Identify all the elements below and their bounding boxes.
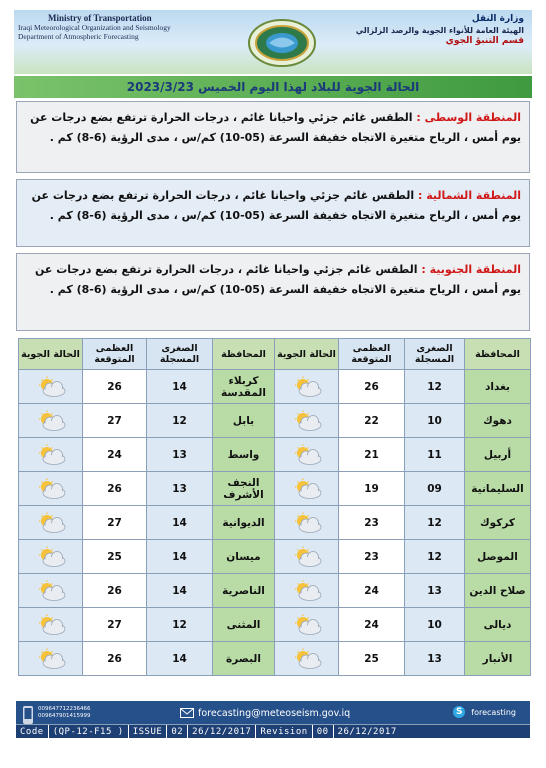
high-temp-cell: 24 (83, 438, 147, 472)
governorate-cell: السليمانية (465, 472, 531, 506)
low-temp-cell: 14 (147, 642, 213, 676)
high-temp-cell: 21 (339, 438, 405, 472)
skype-name[interactable]: forecasting (471, 708, 516, 717)
governorate-cell: واسط (213, 438, 275, 472)
region-forecast: الطقس غائم جزئي واحيانا غائم ، درجات الحرارة ترتفع بضع درجات عن يوم أمس ، الرياح متغيرة الاتجاه خفيفة السرعة (05-10) كم/س ، مدى الرؤية (6-8) كم . (30, 111, 521, 144)
high-temp-cell: 25 (83, 540, 147, 574)
phone-number[interactable]: 009647712236466 (38, 706, 91, 712)
governorate-cell: الأنبار (465, 642, 531, 676)
high-temp-cell: 27 (83, 404, 147, 438)
header-high: العظمى المتوقعة (83, 339, 147, 370)
low-temp-cell: 14 (147, 370, 213, 404)
low-temp-cell: 13 (405, 642, 465, 676)
condition-cell (275, 540, 339, 574)
table-row (19, 370, 531, 404)
organization-name-en: Iraqi Meteorological Organization and Seismology (18, 23, 171, 32)
high-temp-cell: 19 (339, 472, 405, 506)
condition-cell (275, 404, 339, 438)
partly-cloudy-icon (275, 614, 338, 636)
high-temp-cell: 26 (339, 370, 405, 404)
header-low: الصغرى المسجلة (147, 339, 213, 370)
condition-cell (19, 574, 83, 608)
header-governorate: المحافظة (213, 339, 275, 370)
partly-cloudy-icon (275, 512, 338, 534)
governorate-cell: الناصرية (213, 574, 275, 608)
partly-cloudy-icon (275, 546, 338, 568)
high-temp-cell: 26 (83, 370, 147, 404)
header-arabic (324, 14, 524, 47)
high-temp-cell: 25 (339, 642, 405, 676)
region-name: المنطقة الشمالية : (417, 189, 521, 202)
low-temp-cell: 12 (147, 404, 213, 438)
low-temp-cell: 12 (147, 608, 213, 642)
revision-date: 26/12/2017 (337, 726, 397, 737)
partly-cloudy-icon (19, 614, 82, 636)
region-central (16, 101, 530, 173)
region-name: المنطقة الجنوبية : (421, 263, 521, 276)
governorate-cell: بابل (213, 404, 275, 438)
condition-cell (275, 608, 339, 642)
condition-cell (19, 608, 83, 642)
department-name-ar: قسم التنبؤ الجوي (445, 36, 524, 46)
ministry-name-en: Ministry of Transportation (48, 13, 152, 23)
low-temp-cell: 10 (405, 608, 465, 642)
issue-label: ISSUE (132, 726, 163, 737)
low-temp-cell: 14 (147, 506, 213, 540)
email-contact (198, 708, 350, 719)
partly-cloudy-icon (275, 580, 338, 602)
low-temp-cell: 13 (147, 472, 213, 506)
condition-cell (19, 472, 83, 506)
condition-cell (19, 370, 83, 404)
condition-cell (275, 370, 339, 404)
organization-name-ar: الهيئة العامة للأنواء الجوية والرصد الزلزالي (355, 26, 524, 35)
partly-cloudy-icon (19, 546, 82, 568)
high-temp-cell: 24 (339, 574, 405, 608)
revision-number: 00 (316, 726, 329, 737)
governorate-cell: البصرة (213, 642, 275, 676)
revision-label: Revision (260, 726, 308, 737)
governorate-cell: بغداد (465, 370, 531, 404)
region-name: المنطقة الوسطى : (416, 111, 521, 124)
table-row (19, 506, 531, 540)
low-temp-cell: 12 (405, 540, 465, 574)
partly-cloudy-icon (275, 648, 338, 670)
partly-cloudy-icon (19, 512, 82, 534)
table-row (19, 642, 531, 676)
header-governorate: المحافظة (465, 339, 531, 370)
high-temp-cell: 26 (83, 642, 147, 676)
region-south (16, 253, 530, 331)
condition-cell (19, 506, 83, 540)
region-forecast: الطقس غائم جزئي واحيانا غائم ، درجات الحرارة ترتفع بضع درجات عن يوم أمس ، الرياح متغيرة الاتجاه خفيفة السرعة (05-10) كم/س ، مدى الرؤية (6-8) كم . (31, 189, 521, 222)
region-north (16, 179, 530, 247)
skype-icon: S (453, 706, 465, 718)
code-value: (QP-12-F15 ) (52, 726, 124, 737)
high-temp-cell: 23 (339, 506, 405, 540)
high-temp-cell: 27 (83, 506, 147, 540)
governorate-cell: أربيل (465, 438, 531, 472)
governorate-cell: صلاح الدين (465, 574, 531, 608)
condition-cell (275, 574, 339, 608)
department-name-en: Department of Atmospheric Forecasting (18, 32, 139, 41)
governorate-cell: دهوك (465, 404, 531, 438)
header-english (18, 14, 208, 41)
partly-cloudy-icon (19, 580, 82, 602)
governorate-cell: الديوانية (213, 506, 275, 540)
high-temp-cell: 22 (339, 404, 405, 438)
phone-number[interactable]: 009647901415999 (38, 713, 91, 719)
governorate-cell: الموصل (465, 540, 531, 574)
organization-logo (247, 18, 317, 68)
high-temp-cell: 26 (83, 472, 147, 506)
high-temp-cell: 24 (339, 608, 405, 642)
condition-cell (19, 404, 83, 438)
partly-cloudy-icon (275, 478, 338, 500)
issue-number: 02 (171, 726, 184, 737)
phone-icon (22, 705, 34, 725)
region-forecast: الطقس غائم جزئي واحيانا غائم ، درجات الحرارة ترتفع بضع درجات عن يوم أمس ، الرياح متغيرة الاتجاه خفيفة السرعة (05-10) كم/س ، مدى الرؤية (6-8) كم . (35, 263, 521, 296)
condition-cell (19, 540, 83, 574)
low-temp-cell: 13 (147, 438, 213, 472)
phone-numbers (38, 706, 91, 720)
condition-cell (19, 438, 83, 472)
skype-contact (456, 707, 516, 717)
governorate-cell: كربلاء المقدسة (213, 370, 275, 404)
low-temp-cell: 10 (405, 404, 465, 438)
high-temp-cell: 26 (83, 574, 147, 608)
partly-cloudy-icon (19, 410, 82, 432)
governorate-cell: المثنى (213, 608, 275, 642)
high-temp-cell: 27 (83, 608, 147, 642)
condition-cell (275, 438, 339, 472)
low-temp-cell: 13 (405, 574, 465, 608)
governorate-cell: كركوك (465, 506, 531, 540)
header-condition: الحالة الجوية (275, 339, 339, 370)
condition-cell (275, 472, 339, 506)
header-high: العظمى المتوقعة (339, 339, 405, 370)
governorate-cell: النجف الأشرف (213, 472, 275, 506)
low-temp-cell: 11 (405, 438, 465, 472)
ministry-name-ar: وزارة النقل (471, 14, 524, 24)
partly-cloudy-icon (275, 444, 338, 466)
partly-cloudy-icon (19, 376, 82, 398)
low-temp-cell: 14 (147, 574, 213, 608)
high-temp-cell: 23 (339, 540, 405, 574)
partly-cloudy-icon (19, 648, 82, 670)
partly-cloudy-icon (19, 478, 82, 500)
table-row (19, 472, 531, 506)
header-banner (14, 10, 532, 74)
low-temp-cell: 12 (405, 506, 465, 540)
partly-cloudy-icon (275, 410, 338, 432)
condition-cell (275, 642, 339, 676)
code-label: Code (20, 726, 44, 737)
envelope-icon (180, 708, 194, 718)
document-code-bar (16, 724, 530, 738)
table-row (19, 608, 531, 642)
header-condition: الحالة الجوية (19, 339, 83, 370)
table-row (19, 574, 531, 608)
header-low: الصغرى المسجلة (405, 339, 465, 370)
report-title: الحالة الجوية للبلاد لهذا اليوم الخميس 2023/3/23 (14, 76, 532, 98)
condition-cell (19, 642, 83, 676)
email-address[interactable]: forecasting@meteoseism.gov.iq (198, 708, 351, 719)
issue-date: 26/12/2017 (192, 726, 252, 737)
governorate-table (18, 338, 531, 676)
table-header-row (19, 339, 531, 370)
governorate-cell: ميسان (213, 540, 275, 574)
table-row (19, 540, 531, 574)
table-row (19, 404, 531, 438)
low-temp-cell: 09 (405, 472, 465, 506)
condition-cell (275, 506, 339, 540)
partly-cloudy-icon (19, 444, 82, 466)
partly-cloudy-icon (275, 376, 338, 398)
low-temp-cell: 14 (147, 540, 213, 574)
governorate-cell: ديالى (465, 608, 531, 642)
table-row (19, 438, 531, 472)
low-temp-cell: 12 (405, 370, 465, 404)
